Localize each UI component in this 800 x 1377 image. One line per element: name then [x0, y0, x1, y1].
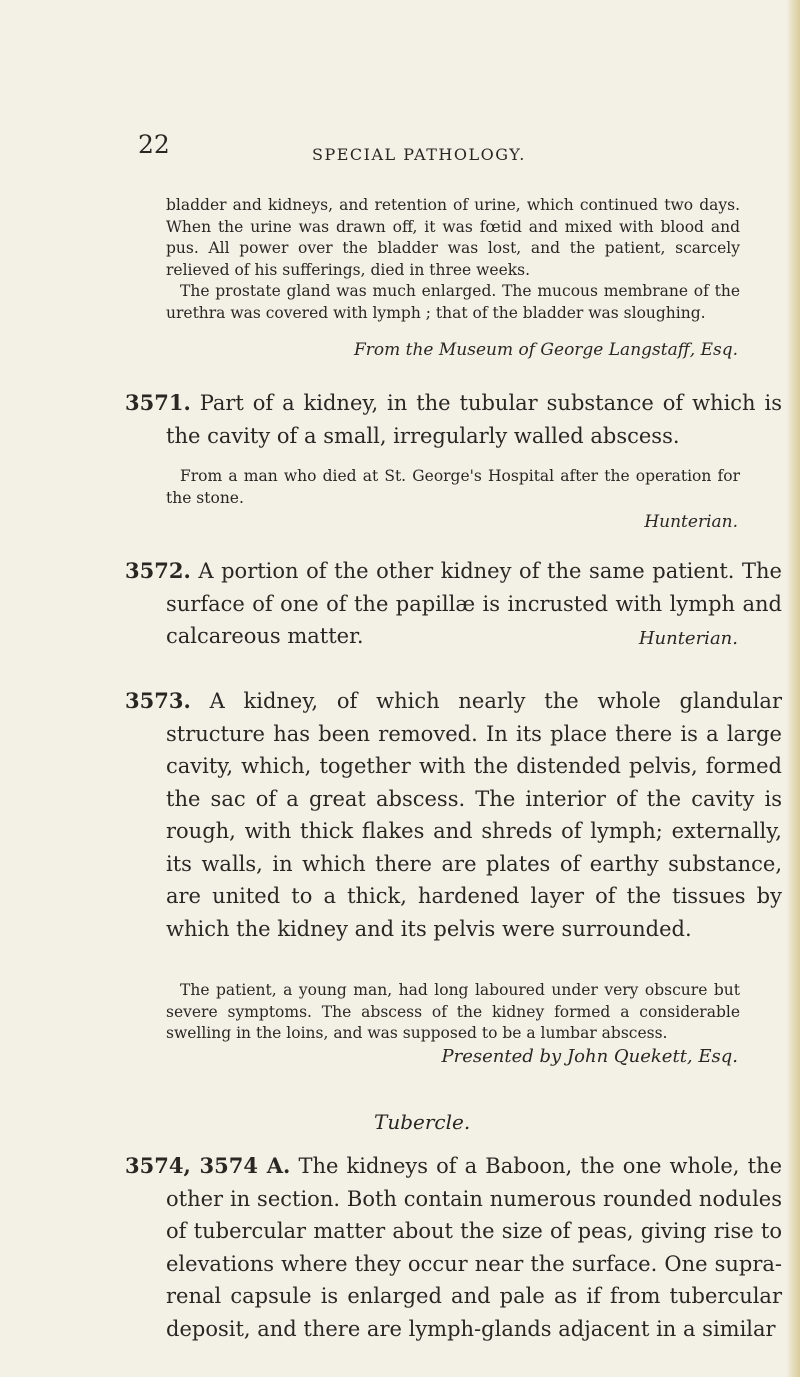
- attribution: From the Museum of George Langstaff, Esq.: [353, 340, 738, 360]
- entry-text: The kidneys of a Baboon, the one whole, the other in section. Both contain numerous rounded nodules of tubercular matter about the size of peas, giving rise to elevations where they occur near the surface. One supra-renal capsule is enlarged and pale as if from tubercular deposit, and there are lymph-glands adjacent in a similar: [166, 1154, 782, 1341]
- page-number: 22: [138, 130, 170, 159]
- entry-number: 3574, 3574 A.: [125, 1153, 291, 1178]
- section-heading: Tubercle.: [374, 1110, 471, 1134]
- entry-text: A kidney, of which nearly the whole glandular structure has been removed. In its place there is a large cavity, which, together with the distended pelvis, formed the sac of a great abscess. The interior of the cavity is rough, with thick flakes and shreds of lymph; externally, its walls, in which there are plates of earthy substance, are united to a thick, hardened layer of the tissues by which the kidney and its pelvis were surrounded.: [166, 689, 782, 941]
- attribution: Hunterian.: [638, 628, 738, 649]
- attribution: Presented by John Quekett, Esq.: [441, 1046, 738, 1067]
- running-head: SPECIAL PATHOLOGY.: [312, 145, 526, 164]
- entry-number: 3571.: [125, 390, 191, 415]
- page-edge-shadow: [786, 0, 800, 1377]
- entry-note: The patient, a young man, had long laboured under very obscure but severe symptoms. The abscess of the kidney formed a considerable swelling in the loins, and was supposed to be a lumbar abscess.: [166, 981, 740, 1042]
- entry-number: 3573.: [125, 688, 191, 713]
- entry-3574: [125, 1150, 782, 1345]
- entry-number: 3572.: [125, 558, 191, 583]
- entry-3571: [125, 387, 782, 452]
- continuation-paragraph: The prostate gland was much enlarged. The mucous membrane of the urethra was covered with lymph ; that of the bladder was sloughing.: [166, 282, 740, 322]
- entry-text: Part of a kidney, in the tubular substance of which is the cavity of a small, irregularly walled abscess.: [166, 391, 782, 448]
- entry-text: A portion of the other kidney of the same patient. The surface of one of the papillæ is incrusted with lymph and calcareous matter.: [166, 559, 782, 648]
- continuation-paragraph: bladder and kidneys, and retention of urine, which continued two days. When the urine was drawn off, it was fœtid and mixed with blood and pus. All power over the bladder was lost, and the patient, scarcely relieved of his sufferings, died in three weeks.: [166, 196, 740, 279]
- attribution: Hunterian.: [644, 512, 738, 532]
- entry-note: From a man who died at St. George's Hospital after the operation for the stone.: [166, 467, 740, 507]
- continuation-block: [166, 195, 740, 324]
- entry-3573: [125, 685, 782, 945]
